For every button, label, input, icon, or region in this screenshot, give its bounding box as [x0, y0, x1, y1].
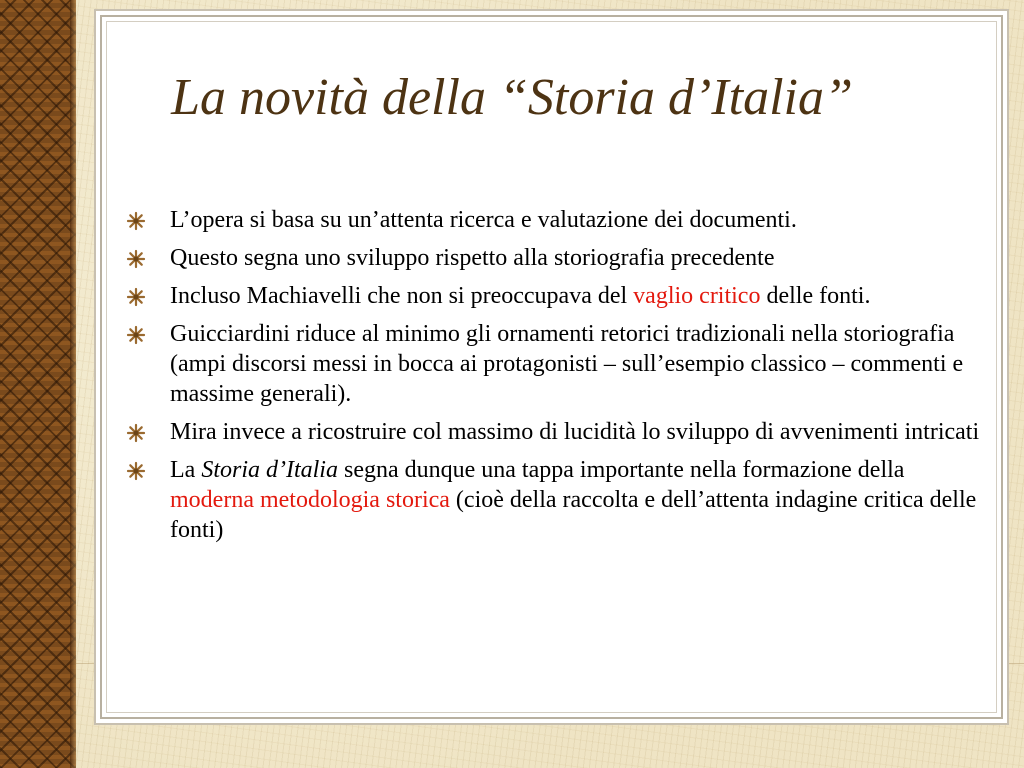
bullet-text-segment: La — [170, 457, 202, 483]
bullet-text-segment: segna dunque una tappa importante nella formazione della — [337, 457, 905, 483]
bullet-item — [126, 205, 986, 235]
asterisk-bullet-icon — [126, 325, 146, 345]
bullet-item — [126, 243, 986, 273]
bullet-item — [126, 455, 986, 545]
asterisk-bullet-icon — [126, 287, 146, 307]
asterisk-bullet-icon — [126, 211, 146, 231]
bullet-item — [126, 281, 986, 311]
bullet-list — [126, 205, 986, 553]
bullet-text — [170, 457, 976, 543]
bullet-item — [126, 319, 986, 409]
asterisk-bullet-icon — [126, 461, 146, 481]
bullet-text-segment: (cioè della raccolta e dell’attenta indagine critica delle fonti) — [170, 487, 977, 543]
asterisk-bullet-icon — [126, 249, 146, 269]
slide-title: La novità della “Storia d’Italia” — [171, 69, 853, 126]
highlighted-term: moderna metodologia storica — [170, 487, 450, 513]
bullet-text: Guicciardini riduce al minimo gli ornamenti retorici tradizionali nella storiografia (ampi discorsi messi in bocca ai protagonisti – sull’esempio classico – commenti e massime generali). — [170, 321, 964, 407]
italic-title: Storia d’Italia — [201, 457, 338, 483]
highlighted-term: vaglio critico — [633, 283, 761, 309]
asterisk-bullet-icon — [126, 423, 146, 443]
bullet-text: L’opera si basa su un’attenta ricerca e valutazione dei documenti. — [170, 207, 797, 233]
bullet-text: Mira invece a ricostruire col massimo di lucidità lo sviluppo di avvenimenti intricati — [170, 419, 980, 445]
bullet-text-segment: Incluso Machiavelli che non si preoccupava del — [170, 283, 634, 309]
bullet-text-segment: delle fonti. — [760, 283, 871, 309]
bullet-item — [126, 417, 986, 447]
bullet-text — [170, 283, 870, 309]
bullet-text: Questo segna uno sviluppo rispetto alla storiografia precedente — [170, 245, 775, 271]
